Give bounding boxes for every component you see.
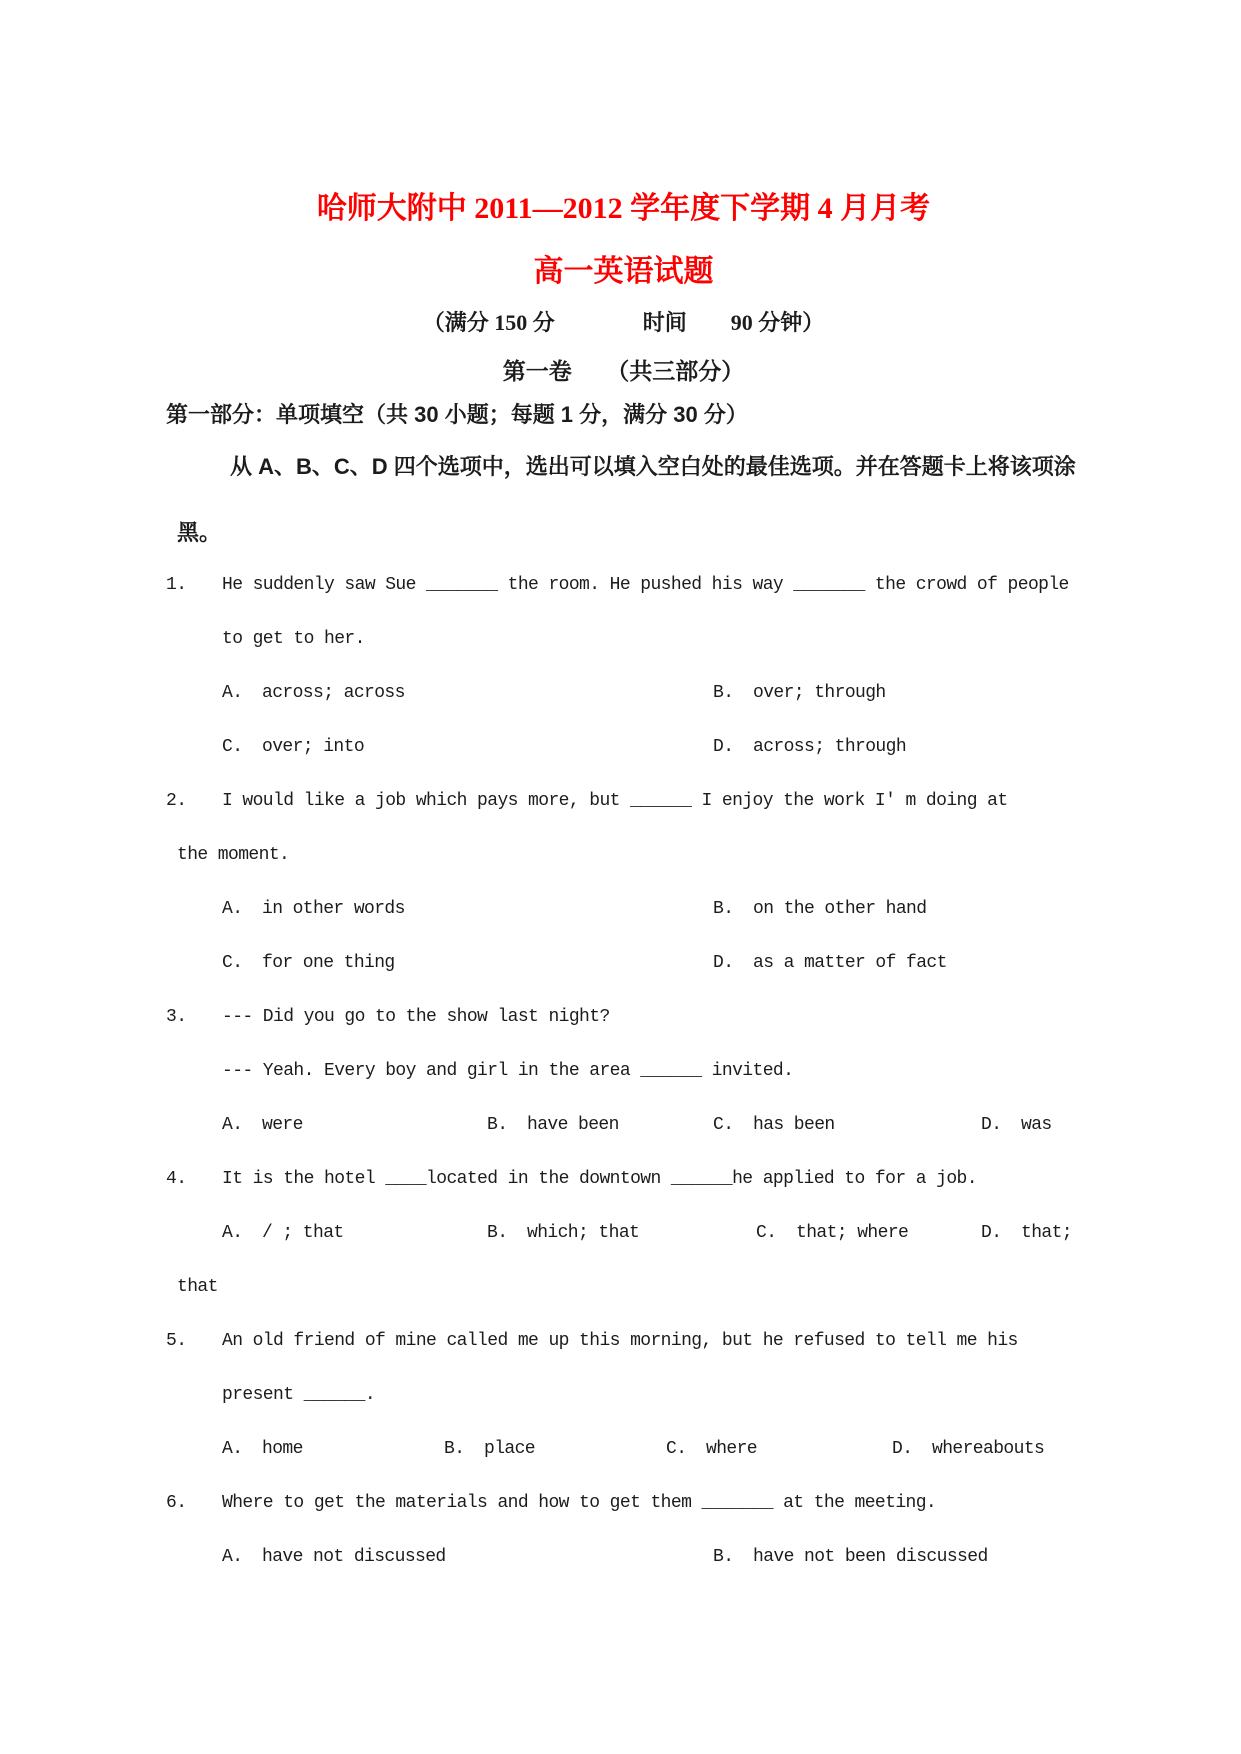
question-5-option-d: D. whereabouts (892, 1439, 1045, 1459)
question-1-text: He suddenly saw Sue _______ the room. He pushed his way _______ the crowd of people (222, 575, 1069, 595)
question-4-option-a: A. / ; that (222, 1223, 344, 1243)
question-3-number: 3. (166, 1007, 187, 1027)
question-1-option-c: C. over; into (222, 737, 365, 757)
question-5-option-c: C. where (666, 1439, 758, 1459)
question-3-option-b: B. have been (487, 1115, 619, 1135)
question-1-options-row-2 (166, 720, 1081, 774)
question-1-number: 1. (166, 575, 187, 595)
question-5-line-2: present ______. (222, 1385, 376, 1405)
question-5-option-a: A. home (222, 1439, 303, 1459)
question-1-option-d: D. across; through (713, 737, 907, 757)
question-4-option-b: B. which; that (487, 1223, 640, 1243)
question-4-options-row (166, 1206, 1081, 1260)
question-1-option-a: A. across; across (222, 683, 405, 703)
question-6-text: Where to get the materials and how to get them _______ at the meeting. (222, 1493, 937, 1513)
question-4-option-d: D. that; (981, 1223, 1073, 1243)
question-4-line-1 (166, 1152, 1081, 1206)
question-2-option-d: D. as a matter of fact (713, 953, 947, 973)
question-3-option-a: A. were (222, 1115, 303, 1135)
question-4-option-c: C. that; where (756, 1223, 909, 1243)
exam-meta-score-time: （满分 150 分 时间 90 分钟） (422, 310, 825, 335)
question-5-option-b: B. place (444, 1439, 536, 1459)
question-4-text: It is the hotel ____located in the downtown ______he applied to for a job. (222, 1169, 977, 1189)
question-3-option-c: C. has been (713, 1115, 835, 1135)
question-5-options-row (166, 1422, 1081, 1476)
question-2-options-row-2 (166, 936, 1081, 990)
question-6-option-a: A. have not discussed (222, 1547, 446, 1567)
question-2-line-1 (166, 774, 1081, 828)
question-4-number: 4. (166, 1169, 187, 1189)
question-5-number: 5. (166, 1331, 187, 1351)
question-1-line-1 (166, 558, 1081, 612)
question-6-line-1 (166, 1476, 1081, 1530)
question-6-options-row (166, 1530, 1081, 1584)
question-2-option-a: A. in other words (222, 899, 405, 919)
question-5-text: An old friend of mine called me up this morning, but he refused to tell me his (222, 1331, 1018, 1351)
question-1-line-2: to get to her. (222, 629, 365, 649)
question-1-option-b: B. over; through (713, 683, 886, 703)
question-3-line-1 (166, 990, 1081, 1044)
question-2-options-row-1 (166, 882, 1081, 936)
question-3-options-row (166, 1098, 1081, 1152)
question-2-text: I would like a job which pays more, but ______ I enjoy the work I' m doing at (222, 791, 1008, 811)
question-6-number: 6. (166, 1493, 187, 1513)
question-2-option-b: B. on the other hand (713, 899, 927, 919)
question-2-number: 2. (166, 791, 187, 811)
exam-subtitle: 高一英语试题 (533, 255, 714, 288)
question-4-option-d-wrap: that (177, 1277, 218, 1297)
question-3-line-2: --- Yeah. Every boy and girl in the area ______ invited. (222, 1061, 794, 1081)
question-3-text: --- Did you go to the show last night? (222, 1007, 610, 1027)
question-6-option-b: B. have not been discussed (713, 1547, 988, 1567)
question-2-line-2: the moment. (177, 845, 290, 865)
question-3-option-d: D. was (981, 1115, 1052, 1135)
instruction-line-1: 从 A、B、C、D 四个选项中，选出可以填入空白处的最佳选项。并在答题卡上将该项涂 (230, 454, 1076, 479)
instruction-line-2: 黑。 (177, 519, 222, 545)
question-5-line-1 (166, 1314, 1081, 1368)
volume-heading: 第一卷 （共三部分） (502, 358, 745, 384)
exam-title: 哈师大附中 2011—2012 学年度下学期 4 月月考 (316, 192, 931, 225)
section-heading: 第一部分：单项填空（共 30 小题；每题 1 分，满分 30 分） (166, 402, 748, 427)
question-1-options-row-1 (166, 666, 1081, 720)
question-2-option-c: C. for one thing (222, 953, 395, 973)
